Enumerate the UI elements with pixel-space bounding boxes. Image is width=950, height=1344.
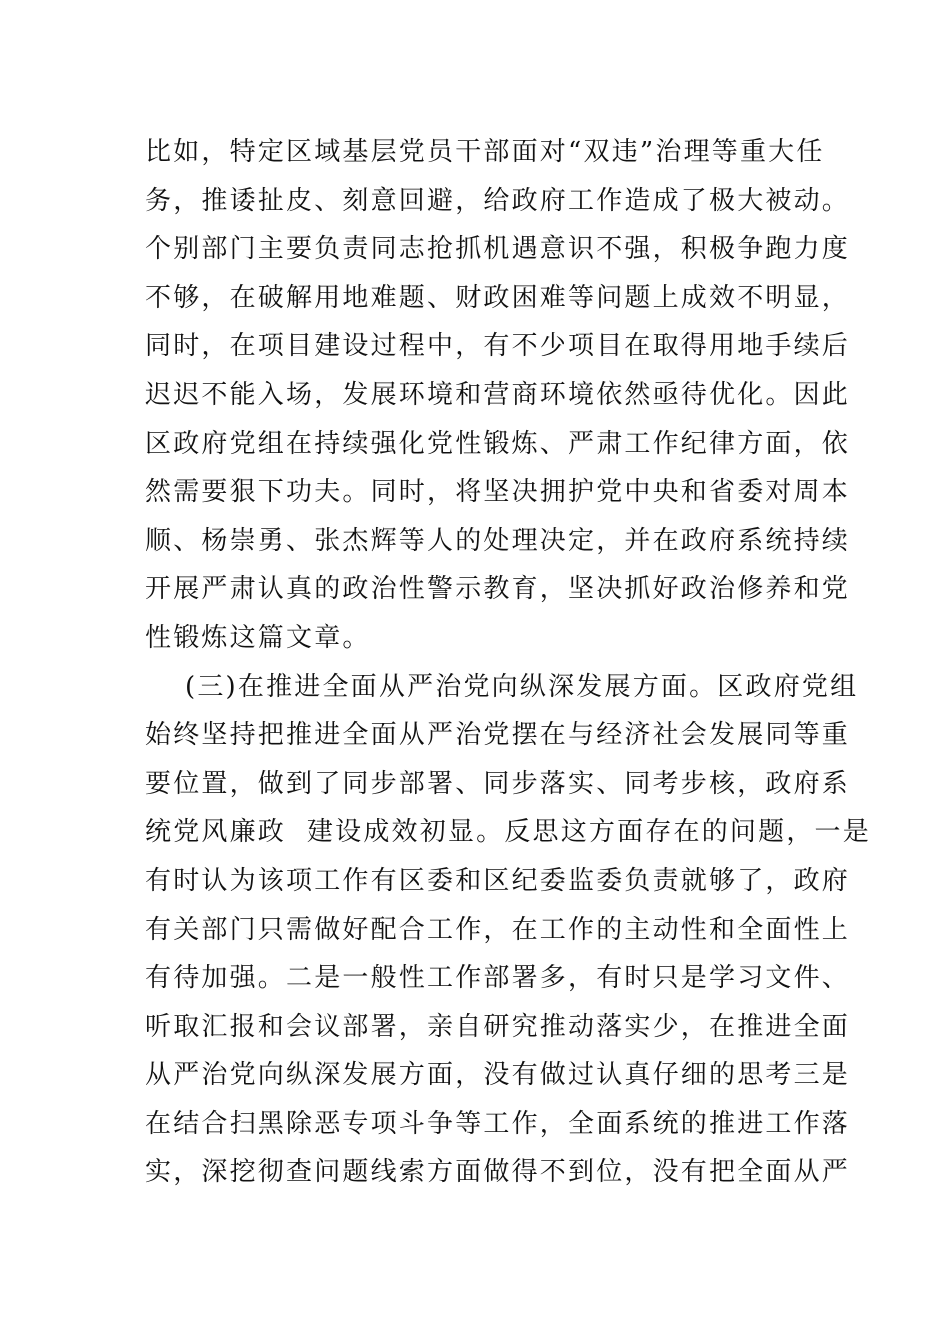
- text-line: 不够，在破解用地难题、财政困难等问题上成效不明显，: [145, 282, 851, 313]
- text-line: 开展严肃认真的政治性警示教育，坚决抓好政治修养和党: [145, 574, 851, 605]
- text-line: 始终坚持把推进全面从严治党摆在与经济社会发展同等重: [145, 720, 851, 751]
- text-line: 迟迟不能入场，发展环境和营商环境依然亟待优化。因此: [145, 379, 851, 410]
- text-line: 顺、杨崇勇、张杰辉等人的处理决定，并在政府系统持续: [145, 525, 851, 556]
- text-line: 实，深挖彻查问题线索方面做得不到位，没有把全面从严: [145, 1157, 851, 1188]
- text-line: 同时，在项目建设过程中，有不少项目在取得用地手续后: [145, 331, 851, 362]
- text-line: 听取汇报和会议部署，亲自研究推动落实少，在推进全面: [145, 1011, 851, 1042]
- text-line: 有关部门只需做好配合工作，在工作的主动性和全面性上: [145, 914, 851, 945]
- text-line: 在结合扫黑除恶专项斗争等工作，全面系统的推进工作落: [145, 1108, 851, 1139]
- text-line: 个别部门主要负责同志抢抓机遇意识不强，积极争跑力度: [145, 234, 851, 265]
- text-line: 比如，特定区域基层党员干部面对“双违”治理等重大任: [145, 137, 825, 167]
- body-text: [145, 128, 871, 1197]
- text-line: 有时认为该项工作有区委和区纪委监委负责就够了，政府: [145, 865, 851, 896]
- text-line: 性锻炼这篇文章。: [145, 622, 371, 653]
- text-line: 务，推诿扯皮、刻意回避，给政府工作造成了极大被动。: [145, 185, 851, 216]
- text-line: 有待加强。二是一般性工作部署多，有时只是学习文件、: [145, 963, 851, 994]
- text-line: 然需要狠下功夫。同时，将坚决拥护党中央和省委对周本: [145, 477, 851, 508]
- text-line: 从严治党向纵深发展方面，没有做过认真仔细的思考三是: [145, 1060, 851, 1091]
- text-line: 区政府党组在持续强化党性锻炼、严肃工作纪律方面，依: [145, 428, 851, 459]
- text-line: 要位置，做到了同步部署、同步落实、同考步核，政府系: [145, 768, 851, 799]
- text-line: 统党风廉政 建设成效初显。反思这方面存在的问题，一是: [145, 817, 871, 848]
- section-heading-line: (三)在推进全面从严治党向纵深发展方面。区政府党组: [185, 671, 859, 702]
